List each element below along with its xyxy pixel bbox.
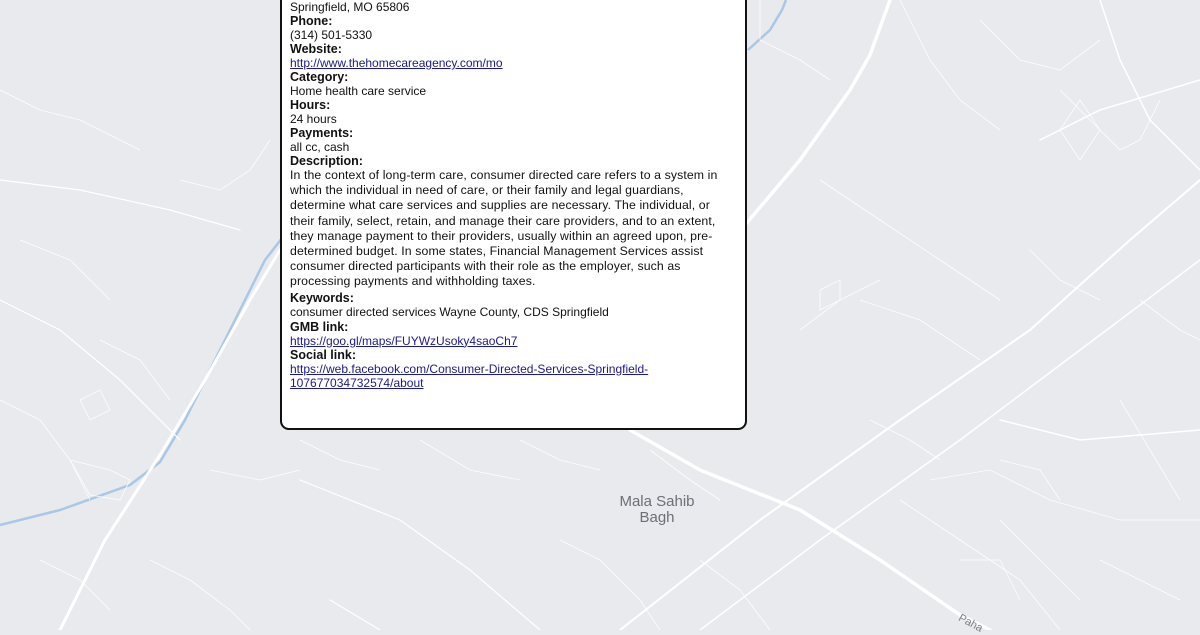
website-label: Website: bbox=[290, 42, 342, 56]
social-link-label: Social link: bbox=[290, 347, 356, 362]
business-info-card bbox=[280, 0, 747, 430]
keywords-label: Keywords: bbox=[290, 290, 354, 305]
social-link[interactable]: https://web.facebook.com/Consumer-Directed-Services-Springfield-107677034732574/about bbox=[290, 361, 649, 390]
phone-label: Phone: bbox=[290, 14, 333, 28]
website-link[interactable]: http://www.thehomecareagency.com/mo bbox=[290, 56, 503, 70]
description-text: In the context of long-term care, consumer directed care refers to a system in which the individual in need of care, or their family and legal guardians, determine what care services and supplies are necessary. The individual, or their family, select, retain, and manage their care providers, and to an extent, they manage payment to their providers, usually within an agreed upon, pre-determined budget. In some states, Financial Management Services assist consumer directed participants with their role as the employer, such as processing payments and withholding taxes. bbox=[290, 168, 718, 289]
place-label-mala-sahib-line2: Bagh bbox=[639, 509, 675, 526]
description-label: Description: bbox=[290, 154, 363, 168]
address-line-2: Springfield, MO 65806 bbox=[290, 0, 410, 14]
hours-label: Hours: bbox=[290, 98, 331, 112]
gmb-link[interactable]: https://goo.gl/maps/FUYWzUsoky4saoCh7 bbox=[290, 333, 518, 348]
payments-label: Payments: bbox=[290, 126, 354, 140]
keywords-value: consumer directed services Wayne County, CDS Springfield bbox=[290, 304, 609, 319]
category-value: Home health care service bbox=[290, 84, 427, 98]
place-label-mala-sahib-line1: Mala Sahib bbox=[619, 493, 695, 510]
road-label: Paha bbox=[956, 612, 985, 635]
payments-value: all cc, cash bbox=[290, 140, 350, 154]
phone-value: (314) 501-5330 bbox=[290, 28, 373, 42]
category-label: Category: bbox=[290, 70, 349, 84]
gmb-link-label: GMB link: bbox=[290, 319, 349, 334]
place-label-mala-sahib bbox=[608, 494, 706, 526]
hours-value: 24 hours bbox=[290, 112, 337, 126]
